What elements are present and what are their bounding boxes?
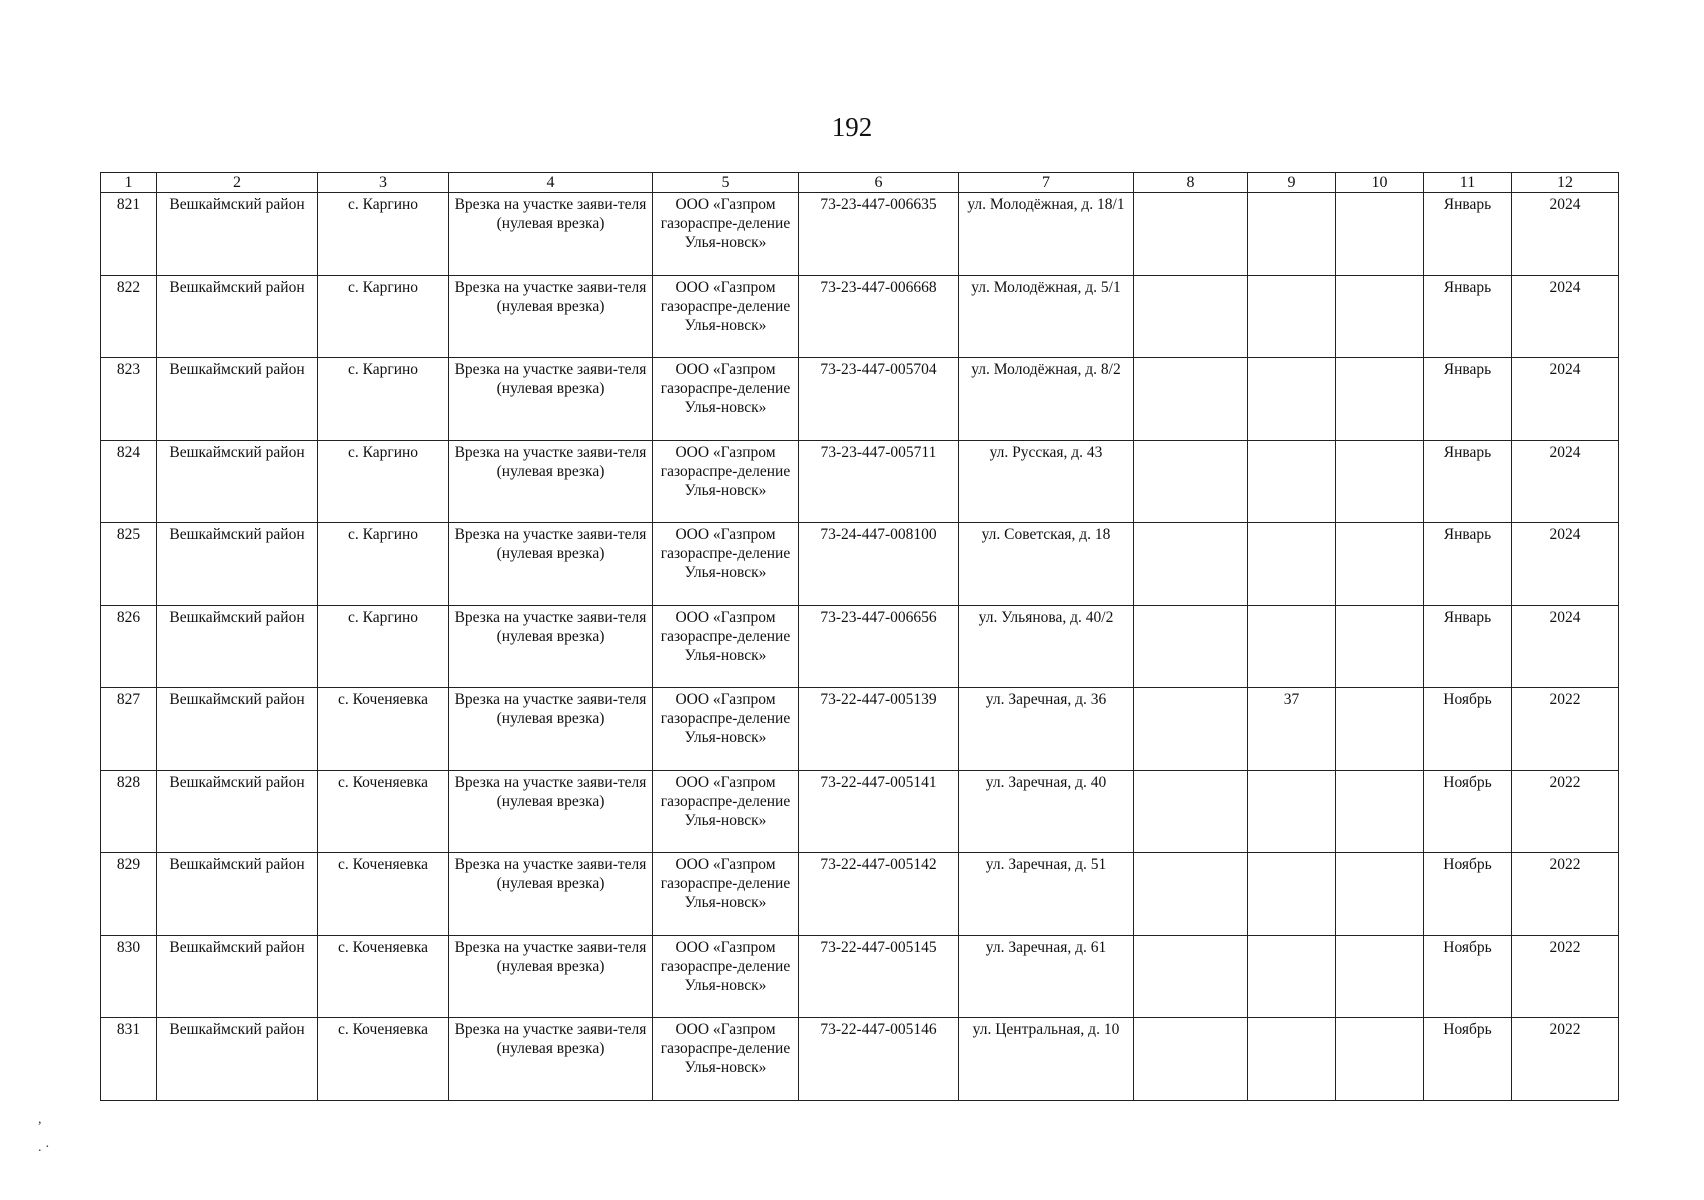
cell-col-10 xyxy=(1336,770,1424,853)
scan-speck-mark: . · xyxy=(38,1140,50,1155)
cell-work-type: Врезка на участке заяви-теля (нулевая врезка) xyxy=(449,1018,653,1101)
cell-month: Ноябрь xyxy=(1424,1018,1512,1101)
cell-col-9 xyxy=(1248,770,1336,853)
cell-address: ул. Заречная, д. 40 xyxy=(959,770,1134,853)
cell-district: Вешкаймский район xyxy=(157,688,318,771)
cell-col-8 xyxy=(1134,853,1248,936)
cell-settlement: с. Каргино xyxy=(318,358,449,441)
page-number: 192 xyxy=(831,112,873,142)
cell-work-type: Врезка на участке заяви-теля (нулевая врезка) xyxy=(449,275,653,358)
cell-col-9 xyxy=(1248,1018,1336,1101)
cell-month: Ноябрь xyxy=(1424,853,1512,936)
cell-row-number: 829 xyxy=(101,853,157,936)
cell-district: Вешкаймский район xyxy=(157,853,318,936)
cell-year: 2022 xyxy=(1512,770,1619,853)
cell-col-9 xyxy=(1248,440,1336,523)
cell-year: 2022 xyxy=(1512,1018,1619,1101)
cell-month: Январь xyxy=(1424,275,1512,358)
cell-col-10 xyxy=(1336,523,1424,606)
cell-col-8 xyxy=(1134,523,1248,606)
cell-organization: ООО «Газпром газораспре-деление Улья-новск» xyxy=(653,358,799,441)
table-body xyxy=(101,193,1619,1101)
cell-settlement: с. Каргино xyxy=(318,605,449,688)
cell-row-number: 831 xyxy=(101,1018,157,1101)
cell-row-number: 822 xyxy=(101,275,157,358)
cell-col-8 xyxy=(1134,193,1248,276)
table-header xyxy=(101,173,1619,193)
column-header-6: 6 xyxy=(799,173,959,193)
cell-organization: ООО «Газпром газораспре-деление Улья-новск» xyxy=(653,1018,799,1101)
column-header-5: 5 xyxy=(653,173,799,193)
cell-col-9 xyxy=(1248,358,1336,441)
cell-month: Ноябрь xyxy=(1424,688,1512,771)
cell-month: Январь xyxy=(1424,605,1512,688)
cell-col-10 xyxy=(1336,193,1424,276)
cell-row-number: 825 xyxy=(101,523,157,606)
cell-address: ул. Ульянова, д. 40/2 xyxy=(959,605,1134,688)
cell-row-number: 828 xyxy=(101,770,157,853)
cell-month: Ноябрь xyxy=(1424,935,1512,1018)
cell-object-code: 73-24-447-008100 xyxy=(799,523,959,606)
cell-year: 2024 xyxy=(1512,275,1619,358)
cell-col-9 xyxy=(1248,935,1336,1018)
cell-organization: ООО «Газпром газораспре-деление Улья-новск» xyxy=(653,770,799,853)
table-row xyxy=(101,358,1619,441)
cell-work-type: Врезка на участке заяви-теля (нулевая врезка) xyxy=(449,440,653,523)
table-row xyxy=(101,688,1619,771)
cell-year: 2024 xyxy=(1512,440,1619,523)
cell-year: 2024 xyxy=(1512,523,1619,606)
cell-settlement: с. Коченяевка xyxy=(318,853,449,936)
column-header-7: 7 xyxy=(959,173,1134,193)
cell-col-10 xyxy=(1336,1018,1424,1101)
cell-organization: ООО «Газпром газораспре-деление Улья-новск» xyxy=(653,193,799,276)
cell-district: Вешкаймский район xyxy=(157,770,318,853)
cell-work-type: Врезка на участке заяви-теля (нулевая врезка) xyxy=(449,935,653,1018)
table-row xyxy=(101,523,1619,606)
cell-organization: ООО «Газпром газораспре-деление Улья-новск» xyxy=(653,688,799,771)
cell-address: ул. Русская, д. 43 xyxy=(959,440,1134,523)
cell-organization: ООО «Газпром газораспре-деление Улья-новск» xyxy=(653,605,799,688)
cell-object-code: 73-22-447-005141 xyxy=(799,770,959,853)
cell-col-10 xyxy=(1336,688,1424,771)
cell-district: Вешкаймский район xyxy=(157,193,318,276)
table-row xyxy=(101,440,1619,523)
cell-month: Январь xyxy=(1424,440,1512,523)
cell-row-number: 826 xyxy=(101,605,157,688)
cell-object-code: 73-22-447-005146 xyxy=(799,1018,959,1101)
cell-settlement: с. Коченяевка xyxy=(318,688,449,771)
cell-work-type: Врезка на участке заяви-теля (нулевая врезка) xyxy=(449,358,653,441)
cell-col-8 xyxy=(1134,605,1248,688)
column-header-8: 8 xyxy=(1134,173,1248,193)
table-row xyxy=(101,275,1619,358)
cell-col-9 xyxy=(1248,605,1336,688)
cell-settlement: с. Каргино xyxy=(318,440,449,523)
cell-work-type: Врезка на участке заяви-теля (нулевая врезка) xyxy=(449,688,653,771)
cell-object-code: 73-23-447-005704 xyxy=(799,358,959,441)
cell-address: ул. Молодёжная, д. 5/1 xyxy=(959,275,1134,358)
table-row xyxy=(101,1018,1619,1101)
cell-col-9 xyxy=(1248,275,1336,358)
cell-district: Вешкаймский район xyxy=(157,358,318,441)
table-row xyxy=(101,853,1619,936)
cell-address: ул. Центральная, д. 10 xyxy=(959,1018,1134,1101)
cell-year: 2022 xyxy=(1512,853,1619,936)
cell-col-8 xyxy=(1134,688,1248,771)
cell-col-8 xyxy=(1134,770,1248,853)
column-header-9: 9 xyxy=(1248,173,1336,193)
column-header-11: 11 xyxy=(1424,173,1512,193)
cell-col-8 xyxy=(1134,935,1248,1018)
register-table xyxy=(100,172,1619,1101)
cell-row-number: 821 xyxy=(101,193,157,276)
header-row xyxy=(101,173,1619,193)
cell-address: ул. Заречная, д. 61 xyxy=(959,935,1134,1018)
cell-organization: ООО «Газпром газораспре-деление Улья-новск» xyxy=(653,853,799,936)
cell-work-type: Врезка на участке заяви-теля (нулевая врезка) xyxy=(449,193,653,276)
cell-col-8 xyxy=(1134,440,1248,523)
cell-address: ул. Советская, д. 18 xyxy=(959,523,1134,606)
cell-col-9 xyxy=(1248,193,1336,276)
cell-object-code: 73-22-447-005142 xyxy=(799,853,959,936)
cell-work-type: Врезка на участке заяви-теля (нулевая врезка) xyxy=(449,770,653,853)
cell-district: Вешкаймский район xyxy=(157,440,318,523)
table-row xyxy=(101,193,1619,276)
cell-col-8 xyxy=(1134,275,1248,358)
table-row xyxy=(101,935,1619,1018)
cell-settlement: с. Каргино xyxy=(318,275,449,358)
cell-district: Вешкаймский район xyxy=(157,935,318,1018)
cell-year: 2022 xyxy=(1512,688,1619,771)
cell-settlement: с. Каргино xyxy=(318,193,449,276)
cell-col-10 xyxy=(1336,358,1424,441)
cell-object-code: 73-23-447-006635 xyxy=(799,193,959,276)
cell-month: Январь xyxy=(1424,358,1512,441)
column-header-4: 4 xyxy=(449,173,653,193)
cell-settlement: с. Коченяевка xyxy=(318,770,449,853)
cell-row-number: 827 xyxy=(101,688,157,771)
table-row xyxy=(101,605,1619,688)
column-header-2: 2 xyxy=(157,173,318,193)
column-header-10: 10 xyxy=(1336,173,1424,193)
column-header-3: 3 xyxy=(318,173,449,193)
cell-address: ул. Молодёжная, д. 18/1 xyxy=(959,193,1134,276)
cell-settlement: с. Коченяевка xyxy=(318,1018,449,1101)
cell-month: Ноябрь xyxy=(1424,770,1512,853)
cell-district: Вешкаймский район xyxy=(157,1018,318,1101)
cell-object-code: 73-23-447-005711 xyxy=(799,440,959,523)
column-header-1: 1 xyxy=(101,173,157,193)
cell-row-number: 824 xyxy=(101,440,157,523)
cell-settlement: с. Коченяевка xyxy=(318,935,449,1018)
cell-address: ул. Молодёжная, д. 8/2 xyxy=(959,358,1134,441)
cell-organization: ООО «Газпром газораспре-деление Улья-новск» xyxy=(653,935,799,1018)
cell-col-8 xyxy=(1134,358,1248,441)
cell-address: ул. Заречная, д. 51 xyxy=(959,853,1134,936)
cell-row-number: 823 xyxy=(101,358,157,441)
cell-object-code: 73-22-447-005139 xyxy=(799,688,959,771)
cell-row-number: 830 xyxy=(101,935,157,1018)
cell-organization: ООО «Газпром газораспре-деление Улья-новск» xyxy=(653,523,799,606)
cell-col-10 xyxy=(1336,440,1424,523)
column-header-12: 12 xyxy=(1512,173,1619,193)
cell-work-type: Врезка на участке заяви-теля (нулевая врезка) xyxy=(449,853,653,936)
cell-col-8 xyxy=(1134,1018,1248,1101)
cell-object-code: 73-23-447-006656 xyxy=(799,605,959,688)
cell-organization: ООО «Газпром газораспре-деление Улья-новск» xyxy=(653,275,799,358)
cell-col-10 xyxy=(1336,605,1424,688)
cell-work-type: Врезка на участке заяви-теля (нулевая врезка) xyxy=(449,605,653,688)
cell-settlement: с. Каргино xyxy=(318,523,449,606)
cell-year: 2024 xyxy=(1512,193,1619,276)
cell-district: Вешкаймский район xyxy=(157,605,318,688)
cell-district: Вешкаймский район xyxy=(157,275,318,358)
cell-col-10 xyxy=(1336,853,1424,936)
cell-object-code: 73-23-447-006668 xyxy=(799,275,959,358)
cell-year: 2022 xyxy=(1512,935,1619,1018)
cell-district: Вешкаймский район xyxy=(157,523,318,606)
cell-col-10 xyxy=(1336,275,1424,358)
cell-month: Январь xyxy=(1424,193,1512,276)
cell-col-9: 37 xyxy=(1248,688,1336,771)
table-row xyxy=(101,770,1619,853)
cell-col-9 xyxy=(1248,853,1336,936)
cell-work-type: Врезка на участке заяви-теля (нулевая врезка) xyxy=(449,523,653,606)
cell-year: 2024 xyxy=(1512,358,1619,441)
cell-col-10 xyxy=(1336,935,1424,1018)
cell-address: ул. Заречная, д. 36 xyxy=(959,688,1134,771)
cell-month: Январь xyxy=(1424,523,1512,606)
cell-object-code: 73-22-447-005145 xyxy=(799,935,959,1018)
cell-year: 2024 xyxy=(1512,605,1619,688)
cell-col-9 xyxy=(1248,523,1336,606)
cell-organization: ООО «Газпром газораспре-деление Улья-новск» xyxy=(653,440,799,523)
scan-speck-mark: , xyxy=(38,1112,42,1127)
